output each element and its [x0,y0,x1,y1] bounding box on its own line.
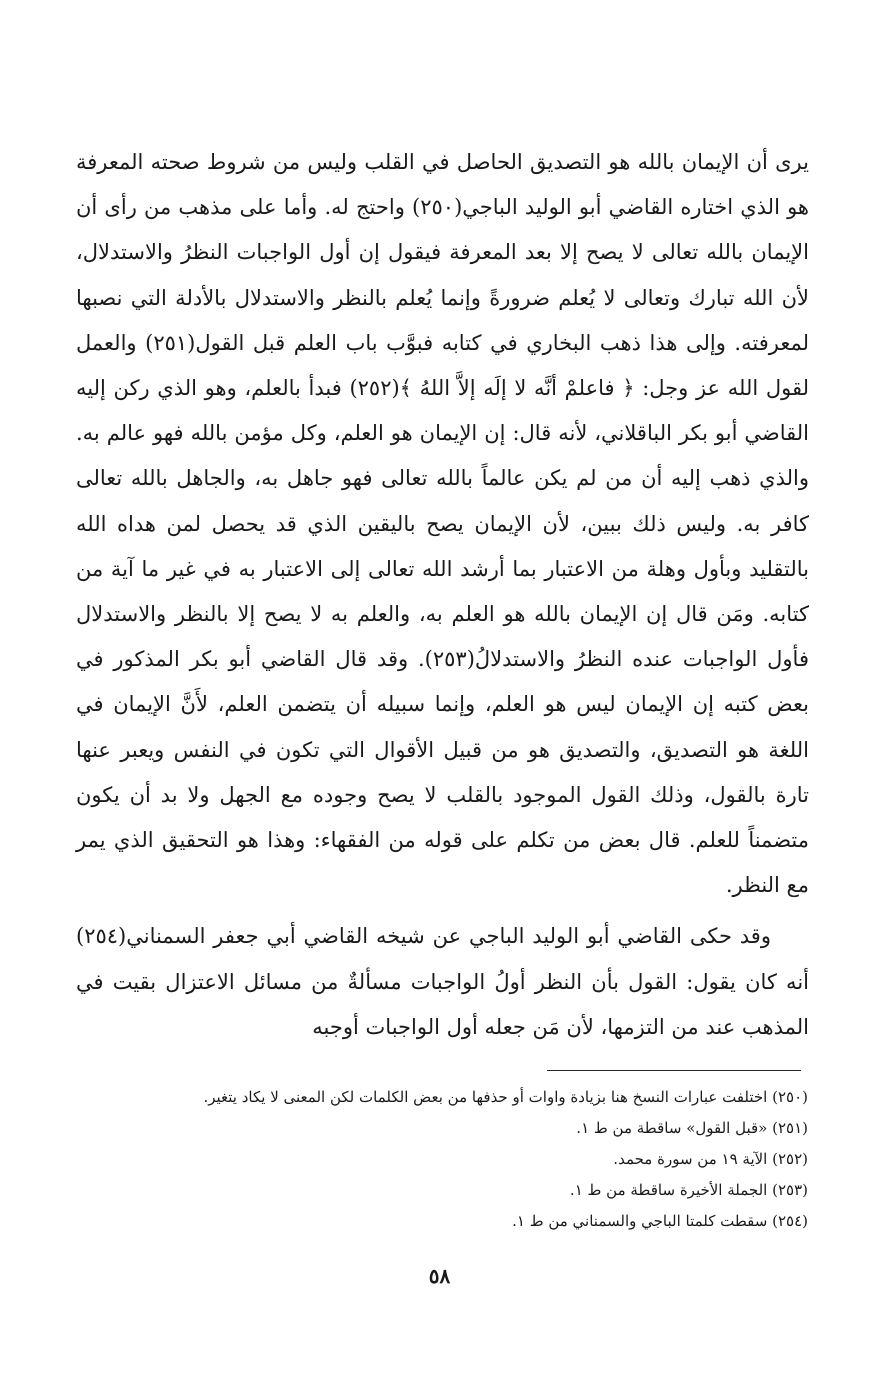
footnote-252: (٢٥٢) الآية ١٩ من سورة محمد. [613,1150,808,1168]
paragraph-2: وقد حكى القاضي أبو الوليد الباجي عن شيخه القاضي أبي جعفر السمناني(٢٥٤) أنه كان يقول: القول بأن النظر أولُ الواجبات مسألةٌ من مسائل الاعتزال بقيت في المذهب عند من التزمها، لأن مَن جعله أول الواجبات أوجبه [76,924,809,1039]
footnote-250: (٢٥٠) اختلفت عبارات النسخ هنا بزيادة واوات أو حذفها من بعض الكلمات لكن المعنى لا يكاد يتغير. [203,1088,808,1106]
footnote-253: (٢٥٣) الجملة الأخيرة ساقطة من ط ١. [569,1181,808,1199]
footnote-251: (٢٥١) «قبل القول» ساقطة من ط ١. [576,1119,808,1137]
footnote-254: (٢٥٤) سقطت كلمتا الباجي والسمناني من ط ١. [512,1212,808,1230]
footnotes [76,1082,808,1237]
main-text [76,140,809,1050]
page-number: ٥٨ [428,1264,451,1288]
footnote-separator [547,1070,801,1071]
paragraph-1: يرى أن الإيمان بالله هو التصديق الحاصل في القلب وليس من شروط صحته المعرفة هو الذي اختاره القاضي أبو الوليد الباجي(٢٥٠) واحتج له. وأما على مذهب من رأى أن الإيمان بالله تعالى لا يصح إلا بعد المعرفة فيقول إن أول الواجبات النظرُ والاستدلال، لأن الله تبارك وتعالى لا يُعلم ضرورةً وإنما يُعلم بالنظر والاستدلال بالأدلة التي نصبها لمعرفته. وإلى هذا ذهب البخاري في كتابه فبوَّب باب العلم قبل القول(٢٥١) والعمل لقول الله عز وجل: ﴿ فاعلمْ أنَّه لا إلَه إلاَّ اللهُ ﴾(٢٥٢) فبدأ بالعلم، وهو الذي ركن إليه القاضي أبو بكر الباقلاني، لأنه قال: إن الإيمان هو العلم، وكل مؤمن بالله فهو عالم به. والذي ذهب إليه أن من لم يكن عالماً بالله تعالى فهو جاهل به، والجاهل بالله تعالى كافر به. وليس ذلك ببين، لأن الإيمان يصح باليقين الذي قد يحصل لمن هداه الله بالتقليد وبأول وهلة من الاعتبار بما أرشد الله تعالى إلى الاعتبار به في غير ما آية من كتابه. ومَن قال إن الإيمان بالله هو العلم به، والعلم به لا يصح إلا بالنظر والاستدلال فأول الواجبات عنده النظرُ والاستدلالُ(٢٥٣). وقد قال القاضي أبو بكر المذكور في بعض كتبه إن الإيمان ليس هو العلم، وإنما سبيله أن يتضمن العلم، لأَنَّ الإيمان في اللغة هو التصديق، والتصديق هو من قبيل الأقوال التي تكون في النفس ويعبر عنها تارة بالقول، وذلك القول الموجود بالقلب لا يصح وجوده مع الجهل ولا بد أن يكون متضمناً للعلم. قال بعض من تكلم على قوله من الفقهاء: وهذا هو التحقيق الذي يمر مع النظر. [76,150,810,898]
